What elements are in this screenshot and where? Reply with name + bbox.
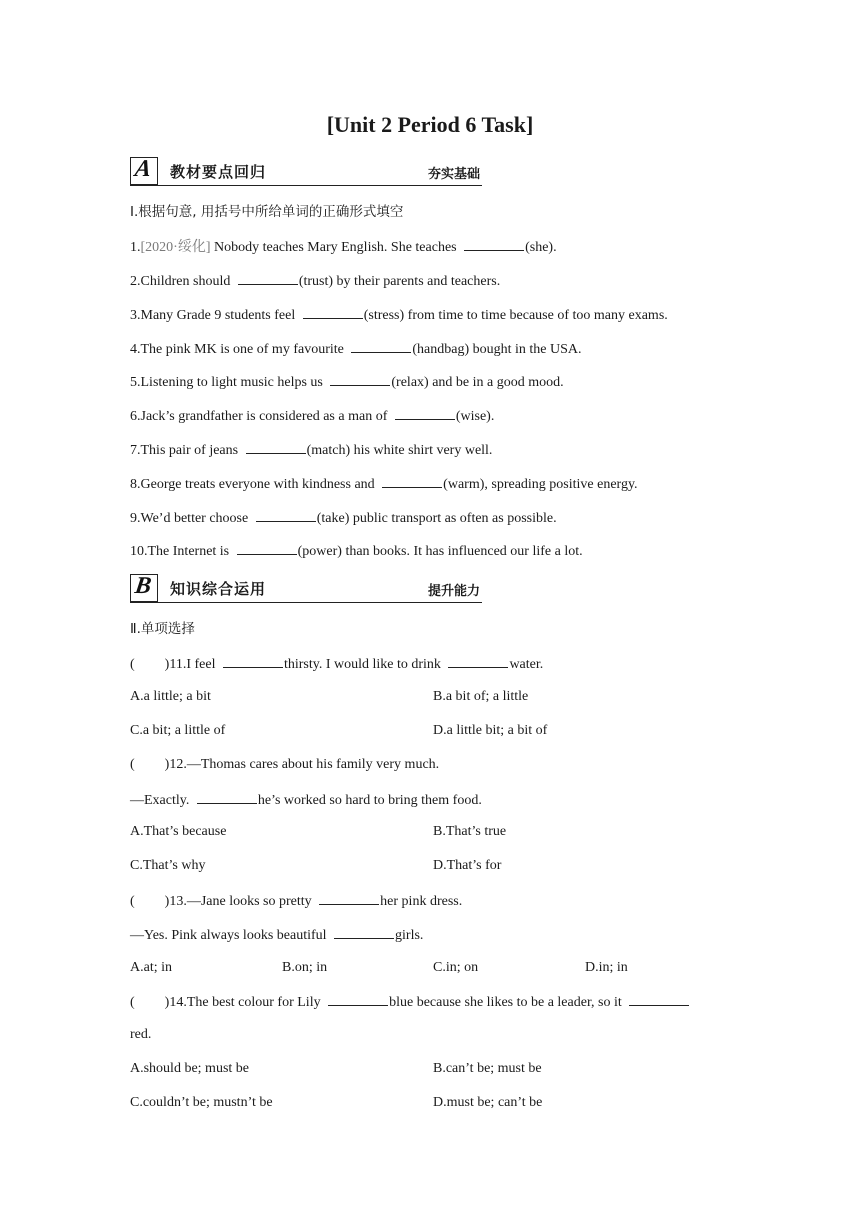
exercise-item-7: 7.This pair of jeans (match) his white shirt very well. [130, 440, 492, 460]
section-banner-a [130, 157, 482, 186]
source-tag: [2020·绥化] [140, 240, 211, 255]
option-c[interactable]: C.in; on [433, 960, 479, 975]
option-b[interactable]: B.a bit of; a little [433, 689, 529, 704]
question-12-stem: ( )12.—Thomas cares about his family very much. [130, 757, 440, 772]
answer-blank[interactable] [395, 406, 455, 420]
option-d[interactable]: D.in; in [585, 960, 628, 975]
answer-blank[interactable] [237, 541, 297, 555]
option-a[interactable]: A.should be; must be [130, 1061, 249, 1076]
exercise-item-9: 9.We’d better choose (take) public transport as often as possible. [130, 508, 557, 528]
exercise-item-3: 3.Many Grade 9 students feel (stress) from time to time because of too many exams. [130, 305, 668, 325]
option-c[interactable]: C.a bit; a little of [130, 723, 226, 738]
option-b[interactable]: B.can’t be; must be [433, 1061, 542, 1076]
answer-blank[interactable] [351, 339, 411, 353]
banner-b-subtitle: 提升能力 [427, 584, 480, 599]
section-2-heading: Ⅱ.单项选择 [130, 621, 195, 637]
answer-blank[interactable] [328, 992, 388, 1006]
question-14-stem: ( )14.The best colour for Lily blue because she likes to be a leader, so it [130, 992, 690, 1012]
section-banner-b [130, 574, 482, 603]
question-14-continuation: red. [130, 1027, 152, 1042]
answer-blank[interactable] [330, 372, 390, 386]
option-d[interactable]: D.a little bit; a bit of [433, 723, 548, 738]
answer-blank[interactable] [382, 474, 442, 488]
answer-blank[interactable] [246, 440, 306, 454]
answer-blank[interactable] [319, 891, 379, 905]
exercise-item-1: 1.[2020·绥化] Nobody teaches Mary English. She teaches (she). [130, 237, 557, 257]
option-b[interactable]: B.on; in [282, 960, 328, 975]
exercise-item-5: 5.Listening to light music helps us (relax) and be in a good mood. [130, 372, 564, 392]
option-a[interactable]: A.at; in [130, 960, 172, 975]
exercise-item-2: 2.Children should (trust) by their parents and teachers. [130, 271, 500, 291]
page-title: [Unit 2 Period 6 Task] [326, 112, 534, 137]
banner-b-title: 知识综合运用 [170, 580, 267, 598]
option-a[interactable]: A.a little; a bit [130, 689, 211, 704]
option-a[interactable]: A.That’s because [130, 824, 227, 839]
section-1-heading: Ⅰ.根据句意, 用括号中所给单词的正确形式填空 [130, 204, 404, 220]
option-d[interactable]: D.must be; can’t be [433, 1095, 543, 1110]
option-c[interactable]: C.That’s why [130, 858, 206, 873]
answer-blank[interactable] [464, 237, 524, 251]
option-c[interactable]: C.couldn’t be; mustn’t be [130, 1095, 273, 1110]
question-11-stem: ( )11.I feel thirsty. I would like to drink water. [130, 654, 543, 674]
answer-blank[interactable] [448, 654, 508, 668]
exercise-item-6: 6.Jack’s grandfather is considered as a man of (wise). [130, 406, 494, 426]
option-d[interactable]: D.That’s for [433, 858, 502, 873]
badge-a-icon: A [130, 157, 158, 185]
banner-a-title: 教材要点回归 [170, 163, 267, 181]
answer-blank[interactable] [223, 654, 283, 668]
answer-blank[interactable] [303, 305, 363, 319]
answer-blank[interactable] [334, 925, 394, 939]
option-b[interactable]: B.That’s true [433, 824, 507, 839]
badge-b-icon: B [130, 574, 158, 602]
exercise-item-8: 8.George treats everyone with kindness and (warm), spreading positive energy. [130, 474, 638, 494]
answer-blank[interactable] [238, 271, 298, 285]
question-13-stem: ( )13.—Jane looks so pretty her pink dress. [130, 891, 462, 911]
exercise-item-4: 4.The pink MK is one of my favourite (handbag) bought in the USA. [130, 339, 582, 359]
exercise-item-10: 10.The Internet is (power) than books. It has influenced our life a lot. [130, 541, 583, 561]
answer-blank[interactable] [256, 508, 316, 522]
question-13-dialogue: —Yes. Pink always looks beautiful girls. [130, 925, 423, 945]
question-12-dialogue: —Exactly. he’s worked so hard to bring them food. [130, 790, 482, 810]
answer-blank[interactable] [629, 992, 689, 1006]
answer-blank[interactable] [197, 790, 257, 804]
banner-a-subtitle: 夯实基础 [427, 167, 480, 182]
